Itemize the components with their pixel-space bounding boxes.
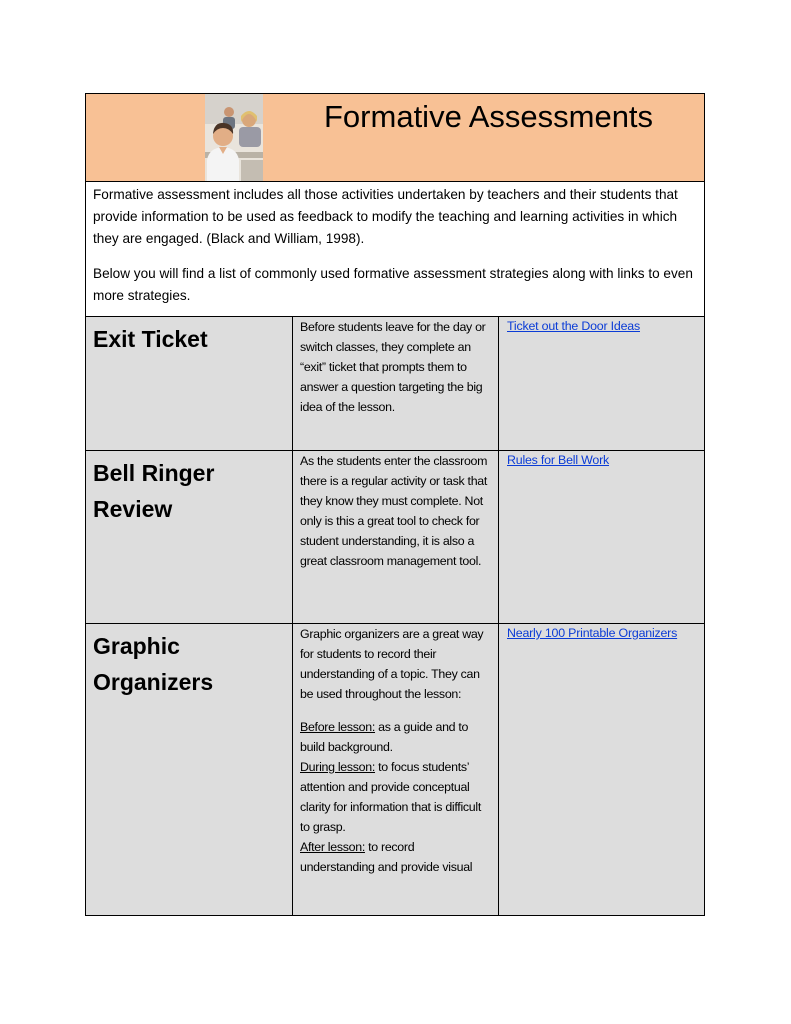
strategy-description [293,624,499,916]
printable-organizers-link[interactable]: Nearly 100 Printable Organizers [507,626,678,640]
students-photo-graphic [205,94,263,181]
before-lesson-item [300,717,492,757]
strategy-description-text: Before students leave for the day or switch classes, they complete an “exit” ticket that prompts them to answer a question targeting the big idea of the lesson. [300,320,486,414]
rules-for-bell-work-link[interactable]: Rules for Bell Work [507,453,610,467]
before-lesson-label: Before lesson: [300,720,376,734]
strategy-name-line: Organizers [93,669,214,695]
page-title: Formative Assessments [324,99,654,134]
strategy-name [86,624,293,916]
before-lesson-text: as a guide and to build background. [300,720,469,754]
strategy-name [86,451,293,623]
students-photo [205,94,263,181]
strategy-row-graphic-organizers [86,624,704,916]
strategy-name-line: Graphic [93,633,180,659]
strategy-description [293,317,499,450]
ticket-out-the-door-link[interactable]: Ticket out the Door Ideas [507,319,640,333]
intro-section [86,182,704,317]
intro-paragraph: Below you will find a list of commonly used formative assessment strategies along with links to even more strategies. [93,266,693,303]
after-lesson-text: to record understanding and provide visual [300,840,473,874]
strategy-description-text: As the students enter the classroom there is a regular activity or task that they know they must complete. Not only is this a great tool to check for student understanding, it is also a great classroom management tool. [300,454,488,568]
header-banner [86,94,704,182]
strategy-description-text: Graphic organizers are a great way for students to record their understanding of a topic. They can be used throughout the lesson: [300,627,484,701]
strategy-name-line: Exit Ticket [93,326,208,352]
strategy-link-cell [499,317,704,450]
after-lesson-label: After lesson: [300,840,365,854]
intro-paragraph: Formative assessment includes all those activities undertaken by teachers and their students that provide information to be used as feedback to modify the teaching and learning activities in which they are engaged. (Black and William, 1998). [93,187,678,246]
strategy-name-line: Bell Ringer [93,460,215,486]
after-lesson-item [300,837,492,877]
during-lesson-item [300,757,492,837]
strategy-name-line: Review [93,496,173,522]
document-table [85,93,705,916]
strategy-name [86,317,293,450]
strategy-row-exit-ticket [86,317,704,451]
strategy-link-cell [499,624,704,916]
during-lesson-label: During lesson: [300,760,376,774]
strategy-link-cell [499,451,704,623]
strategy-description [293,451,499,623]
strategy-row-bell-ringer [86,451,704,624]
during-lesson-text: to focus students’ attention and provide conceptual clarity for information that is difficult to grasp. [300,760,481,834]
